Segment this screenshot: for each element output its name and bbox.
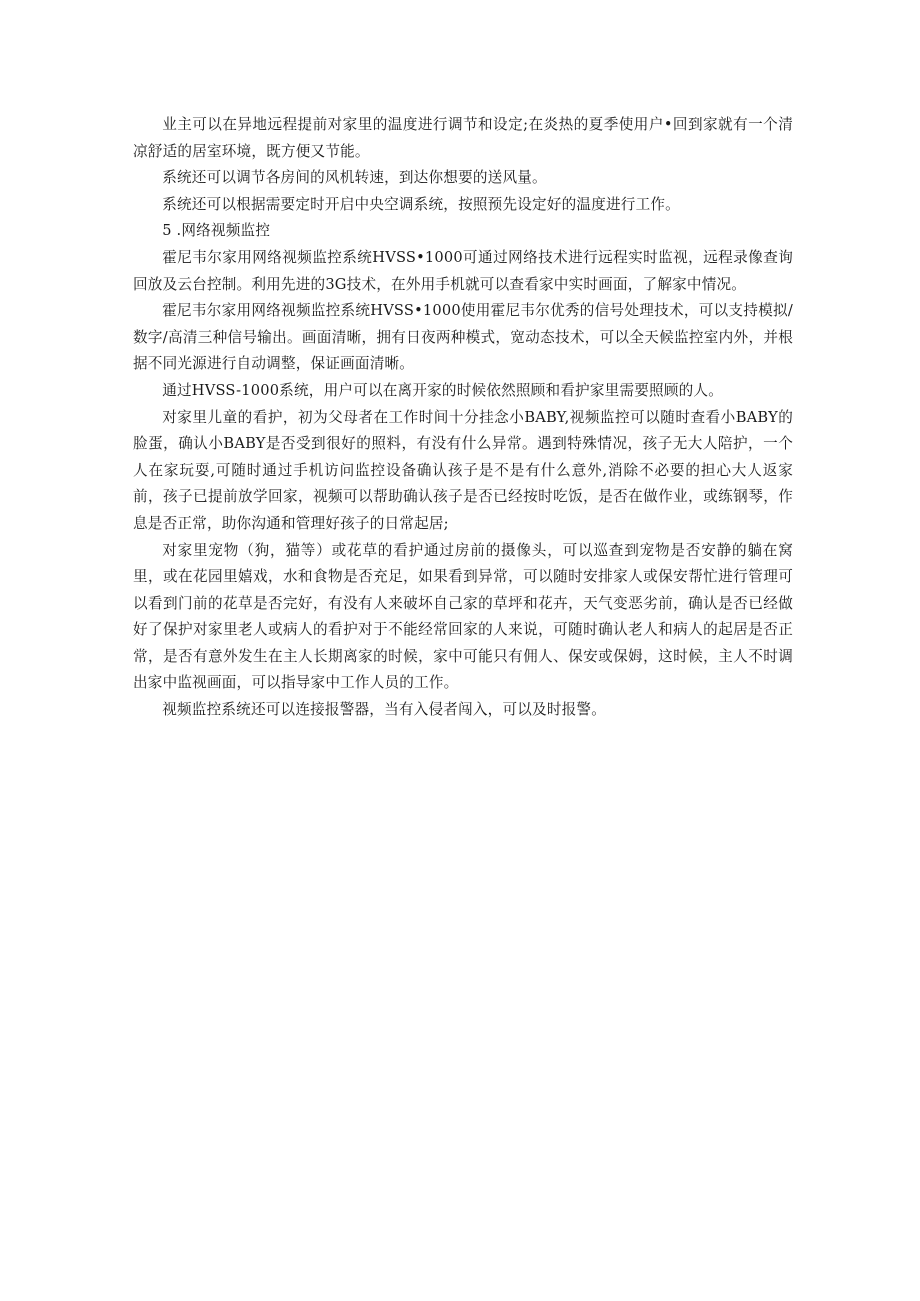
paragraph-alarm-connection: 视频监控系统还可以连接报警器，当有入侵者闯入，可以及时报警。 [162, 701, 607, 719]
paragraph-hvss-signal-processing: 霍尼韦尔家用网络视频监控系统HVSS•1000使用霍尼韦尔优秀的信号处理技术，可以支持模拟/数字/高清三种信号输出。画面清晰，拥有日夜两种模式，宽动态技术，可以全天候监控室内外，并根据不同光源进行自动调整，保证画面清晰。 [133, 302, 793, 373]
paragraph-fan-speed: 系统还可以调节各房间的风机转速，到达你想要的送风量。 [162, 169, 547, 187]
paragraph-remote-temperature: 业主可以在异地远程提前对家里的温度进行调节和设定;在炎热的夏季使用户•回到家就有一个清凉舒适的居室环境，既方便又节能。 [133, 116, 793, 160]
document-body [133, 112, 793, 724]
paragraph-child-care: 对家里儿童的看护，初为父母者在工作时间十分挂念小BABY,视频监控可以随时查看小BABY的脸蛋，确认小BABY是否受到很好的照料，有没有什么异常。遇到特殊情况，孩子无大人陪护，一个人在家玩耍,可随时通过手机访问监控设备确认孩子是不是有什么意外,消除不必要的担心大人返家前，孩子已提前放学回家，视频可以帮助确认孩子是否已经按时吃饭，是否在做作业，或练钢琴，作息是否正常，助你沟通和管理好孩子的日常起居; [133, 408, 793, 532]
paragraph-scheduled-ac: 系统还可以根据需要定时开启中央空调系统，按照预先设定好的温度进行工作。 [162, 195, 680, 213]
section-heading-video-surveillance: 5 .网络视频监控 [162, 222, 271, 240]
paragraph-hvss-remote-monitoring: 霍尼韦尔家用网络视频监控系统HVSS•1000可通过网络技术进行远程实时监视，远程录像查询回放及云台控制。利用先进的3G技术，在外用手机就可以查看家中实时画面，了解家中情况。 [133, 248, 793, 293]
paragraph-care-for-family: 通过HVSS-1000系统，用户可以在离开家的时候依然照顾和看护家里需要照顾的人。 [162, 381, 724, 399]
paragraph-pet-elderly-care: 对家里宠物（狗，猫等）或花草的看护通过房前的摄像头，可以巡查到宠物是否安静的躺在窝里，或在花园里嬉戏，水和食物是否充足，如果看到异常，可以随时安排家人或保安帮忙进行管理可以看到门前的花草是否完好，有没有人来破坏自己家的草坪和花卉，天气变恶劣前，确认是否已经做好了保护对家里老人或病人的看护对于不能经常回家的人来说，可随时确认老人和病人的起居是否正常，是否有意外发生在主人长期离家的时候，家中可能只有佣人、保安或保姆，这时候，主人不时调出家中监视画面，可以指导家中工作人员的工作。 [133, 541, 793, 692]
